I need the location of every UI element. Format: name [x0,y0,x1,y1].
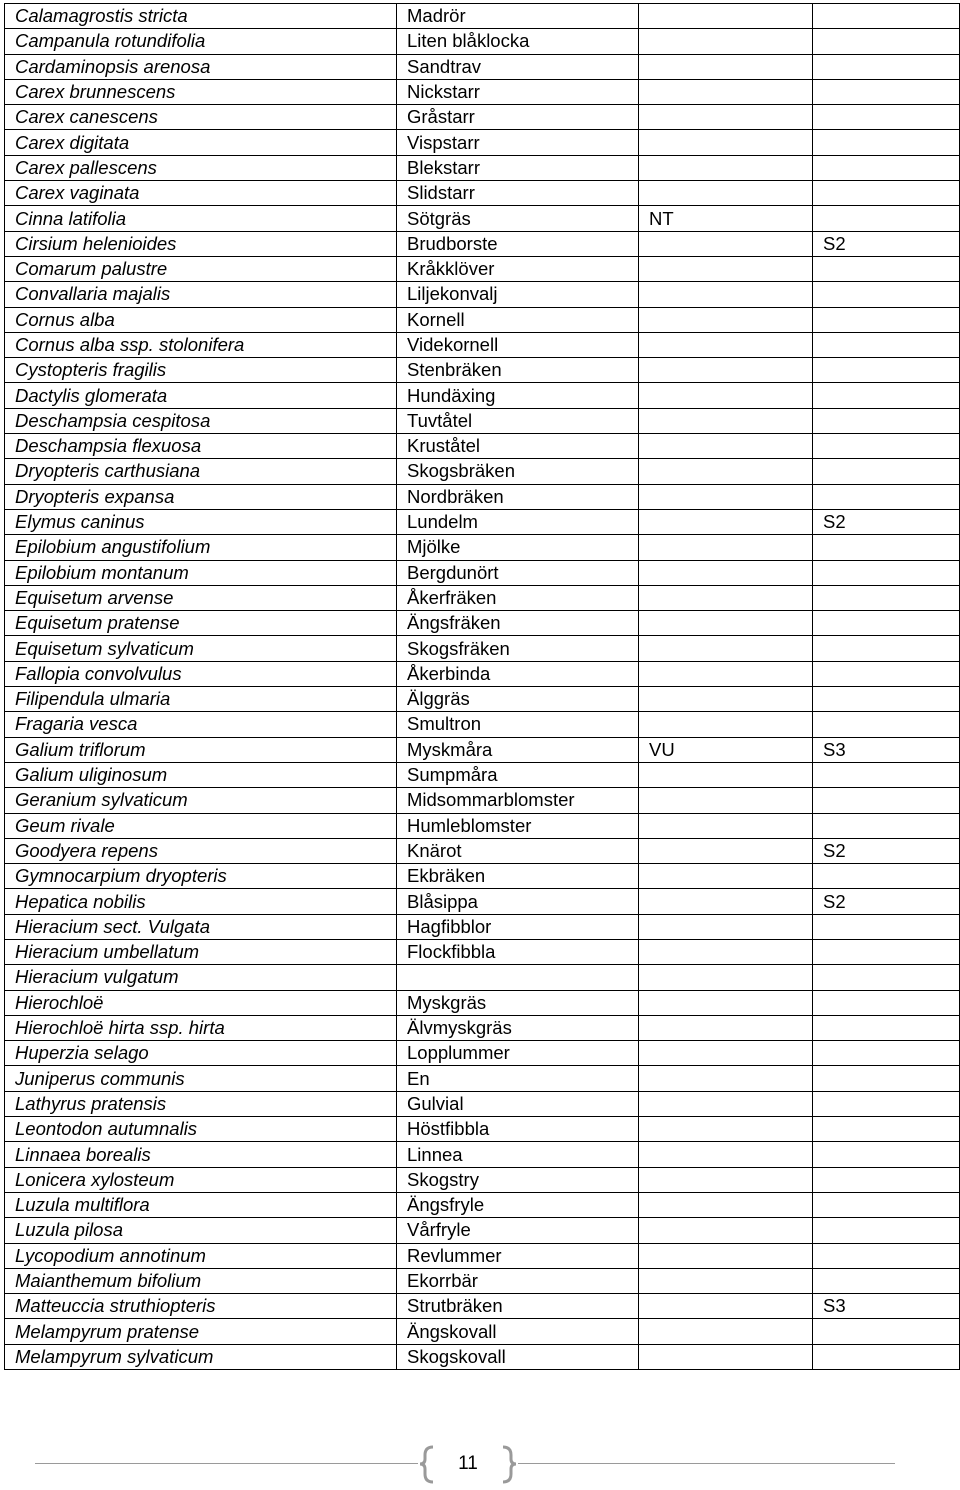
table-row [5,1066,960,1091]
common-name-cell: En [397,1066,639,1091]
table-row [5,838,960,863]
scientific-name-cell: Elymus caninus [5,509,397,534]
common-name-cell: Kornell [397,307,639,332]
table-row [5,535,960,560]
redlist-status-cell [639,282,813,307]
table-row [5,813,960,838]
redlist-status-cell [639,762,813,787]
page-footer [0,1440,960,1490]
common-name-cell: Lundelm [397,509,639,534]
redlist-status-cell [639,939,813,964]
table-row [5,712,960,737]
table-row [5,1218,960,1243]
redlist-status-cell [639,1091,813,1116]
redlist-status-cell [639,509,813,534]
redlist-status-cell [639,889,813,914]
redlist-status-cell [639,155,813,180]
signal-species-cell [813,1268,960,1293]
redlist-status-cell [639,990,813,1015]
redlist-status-cell [639,1192,813,1217]
common-name-cell: Sötgräs [397,206,639,231]
common-name-cell: Ängsfräken [397,611,639,636]
common-name-cell: Kråkklöver [397,256,639,281]
signal-species-cell [813,383,960,408]
table-row [5,1015,960,1040]
common-name-cell: Ekbräken [397,864,639,889]
common-name-cell: Kruståtel [397,434,639,459]
table-row [5,256,960,281]
signal-species-cell [813,256,960,281]
signal-species-cell [813,535,960,560]
table-row [5,79,960,104]
signal-species-cell [813,1192,960,1217]
redlist-status-cell [639,1066,813,1091]
signal-species-cell [813,4,960,29]
redlist-status-cell [639,358,813,383]
common-name-cell: Sandtrav [397,54,639,79]
table-row [5,1041,960,1066]
redlist-status-cell [639,636,813,661]
scientific-name-cell: Goodyera repens [5,838,397,863]
common-name-cell: Strutbräken [397,1294,639,1319]
signal-species-cell [813,434,960,459]
signal-species-cell [813,788,960,813]
redlist-status-cell [639,1319,813,1344]
scientific-name-cell: Equisetum sylvaticum [5,636,397,661]
table-row [5,1294,960,1319]
redlist-status-cell [639,611,813,636]
common-name-cell: Gulvial [397,1091,639,1116]
common-name-cell: Hundäxing [397,383,639,408]
redlist-status-cell [639,712,813,737]
redlist-status-cell [639,54,813,79]
signal-species-cell: S2 [813,889,960,914]
scientific-name-cell: Fragaria vesca [5,712,397,737]
table-row [5,965,960,990]
table-row [5,105,960,130]
redlist-status-cell [639,1117,813,1142]
table-row [5,231,960,256]
table-row [5,1192,960,1217]
common-name-cell [397,965,639,990]
redlist-status-cell [639,1294,813,1319]
scientific-name-cell: Deschampsia cespitosa [5,408,397,433]
common-name-cell: Nordbräken [397,484,639,509]
redlist-status-cell [639,29,813,54]
signal-species-cell [813,307,960,332]
scientific-name-cell: Calamagrostis stricta [5,4,397,29]
signal-species-cell [813,864,960,889]
table-row [5,661,960,686]
scientific-name-cell: Deschampsia flexuosa [5,434,397,459]
redlist-status-cell [639,79,813,104]
signal-species-cell [813,282,960,307]
table-row [5,1268,960,1293]
scientific-name-cell: Luzula multiflora [5,1192,397,1217]
scientific-name-cell: Dactylis glomerata [5,383,397,408]
table-row [5,4,960,29]
common-name-cell: Sumpmåra [397,762,639,787]
table-row [5,459,960,484]
table-row [5,307,960,332]
common-name-cell: Skogstry [397,1167,639,1192]
signal-species-cell [813,813,960,838]
redlist-status-cell [639,1142,813,1167]
redlist-status-cell [639,1041,813,1066]
redlist-status-cell [639,813,813,838]
scientific-name-cell: Geranium sylvaticum [5,788,397,813]
signal-species-cell [813,1319,960,1344]
table-row [5,864,960,889]
common-name-cell: Ekorrbär [397,1268,639,1293]
species-table [4,3,960,1370]
signal-species-cell [813,1066,960,1091]
redlist-status-cell [639,256,813,281]
signal-species-cell [813,560,960,585]
common-name-cell: Höstfibbla [397,1117,639,1142]
table-row [5,29,960,54]
common-name-cell: Stenbräken [397,358,639,383]
table-row [5,383,960,408]
signal-species-cell [813,1117,960,1142]
scientific-name-cell: Carex brunnescens [5,79,397,104]
scientific-name-cell: Cinna latifolia [5,206,397,231]
common-name-cell: Linnea [397,1142,639,1167]
common-name-cell: Brudborste [397,231,639,256]
common-name-cell: Smultron [397,712,639,737]
redlist-status-cell [639,484,813,509]
scientific-name-cell: Melampyrum sylvaticum [5,1344,397,1369]
scientific-name-cell: Fallopia convolvulus [5,661,397,686]
common-name-cell: Hagfibblor [397,914,639,939]
redlist-status-cell [639,1268,813,1293]
common-name-cell: Bergdunört [397,560,639,585]
scientific-name-cell: Carex canescens [5,105,397,130]
table-row [5,332,960,357]
common-name-cell: Mjölke [397,535,639,560]
common-name-cell: Åkerfräken [397,585,639,610]
scientific-name-cell: Cystopteris fragilis [5,358,397,383]
signal-species-cell: S2 [813,838,960,863]
table-row [5,687,960,712]
redlist-status-cell [639,4,813,29]
table-row [5,762,960,787]
scientific-name-cell: Carex digitata [5,130,397,155]
redlist-status-cell [639,788,813,813]
redlist-status-cell [639,105,813,130]
scientific-name-cell: Comarum palustre [5,256,397,281]
signal-species-cell: S2 [813,231,960,256]
common-name-cell: Slidstarr [397,181,639,206]
signal-species-cell: S2 [813,509,960,534]
scientific-name-cell: Hierochloë [5,990,397,1015]
scientific-name-cell: Leontodon autumnalis [5,1117,397,1142]
common-name-cell: Vispstarr [397,130,639,155]
table-row [5,181,960,206]
signal-species-cell [813,130,960,155]
scientific-name-cell: Linnaea borealis [5,1142,397,1167]
table-row [5,990,960,1015]
common-name-cell: Älvmyskgräs [397,1015,639,1040]
common-name-cell: Älggräs [397,687,639,712]
signal-species-cell [813,1015,960,1040]
scientific-name-cell: Convallaria majalis [5,282,397,307]
table-row [5,509,960,534]
redlist-status-cell [639,332,813,357]
redlist-status-cell [639,1344,813,1369]
table-row [5,155,960,180]
scientific-name-cell: Hieracium umbellatum [5,939,397,964]
signal-species-cell [813,1243,960,1268]
scientific-name-cell: Filipendula ulmaria [5,687,397,712]
redlist-status-cell [639,1167,813,1192]
scientific-name-cell: Epilobium montanum [5,560,397,585]
redlist-status-cell [639,661,813,686]
scientific-name-cell: Lonicera xylosteum [5,1167,397,1192]
signal-species-cell [813,1167,960,1192]
common-name-cell: Nickstarr [397,79,639,104]
signal-species-cell: S3 [813,1294,960,1319]
table-row [5,1091,960,1116]
common-name-cell: Ängskovall [397,1319,639,1344]
common-name-cell: Midsommarblomster [397,788,639,813]
table-row [5,1243,960,1268]
table-row [5,1167,960,1192]
common-name-cell: Lopplummer [397,1041,639,1066]
scientific-name-cell: Galium uliginosum [5,762,397,787]
scientific-name-cell: Hepatica nobilis [5,889,397,914]
table-row [5,737,960,762]
common-name-cell: Åkerbinda [397,661,639,686]
page-number: 11 [458,1453,478,1474]
table-row [5,585,960,610]
common-name-cell: Tuvtåtel [397,408,639,433]
signal-species-cell [813,1344,960,1369]
table-row [5,914,960,939]
redlist-status-cell [639,585,813,610]
scientific-name-cell: Galium triflorum [5,737,397,762]
signal-species-cell [813,1091,960,1116]
signal-species-cell [813,611,960,636]
scientific-name-cell: Epilobium angustifolium [5,535,397,560]
common-name-cell: Myskgräs [397,990,639,1015]
table-row [5,1117,960,1142]
scientific-name-cell: Cirsium helenioides [5,231,397,256]
redlist-status-cell [639,434,813,459]
signal-species-cell [813,762,960,787]
common-name-cell: Revlummer [397,1243,639,1268]
scientific-name-cell: Dryopteris expansa [5,484,397,509]
signal-species-cell [813,990,960,1015]
signal-species-cell [813,939,960,964]
signal-species-cell [813,332,960,357]
redlist-status-cell [639,838,813,863]
footer-rule-right [518,1463,895,1464]
signal-species-cell [813,29,960,54]
redlist-status-cell [639,459,813,484]
common-name-cell: Skogsbräken [397,459,639,484]
scientific-name-cell: Luzula pilosa [5,1218,397,1243]
scientific-name-cell: Geum rivale [5,813,397,838]
signal-species-cell [813,206,960,231]
redlist-status-cell [639,1218,813,1243]
table-row [5,788,960,813]
signal-species-cell [813,155,960,180]
redlist-status-cell [639,687,813,712]
table-row [5,54,960,79]
scientific-name-cell: Juniperus communis [5,1066,397,1091]
scientific-name-cell: Dryopteris carthusiana [5,459,397,484]
table-row [5,1344,960,1369]
signal-species-cell [813,661,960,686]
common-name-cell: Vårfryle [397,1218,639,1243]
table-row [5,636,960,661]
redlist-status-cell [639,965,813,990]
scientific-name-cell: Equisetum arvense [5,585,397,610]
scientific-name-cell: Hieracium sect. Vulgata [5,914,397,939]
signal-species-cell [813,484,960,509]
redlist-status-cell [639,1243,813,1268]
common-name-cell: Skogskovall [397,1344,639,1369]
common-name-cell: Blåsippa [397,889,639,914]
scientific-name-cell: Carex vaginata [5,181,397,206]
common-name-cell: Knärot [397,838,639,863]
scientific-name-cell: Hieracium vulgatum [5,965,397,990]
table-row [5,358,960,383]
scientific-name-cell: Huperzia selago [5,1041,397,1066]
common-name-cell: Myskmåra [397,737,639,762]
redlist-status-cell [639,408,813,433]
scientific-name-cell: Hierochloë hirta ssp. hirta [5,1015,397,1040]
redlist-status-cell: NT [639,206,813,231]
scientific-name-cell: Cornus alba ssp. stolonifera [5,332,397,357]
scientific-name-cell: Melampyrum pratense [5,1319,397,1344]
signal-species-cell [813,1218,960,1243]
table-row [5,560,960,585]
signal-species-cell [813,585,960,610]
table-row [5,282,960,307]
scientific-name-cell: Matteuccia struthiopteris [5,1294,397,1319]
signal-species-cell [813,636,960,661]
redlist-status-cell [639,1015,813,1040]
signal-species-cell [813,54,960,79]
table-row [5,1142,960,1167]
signal-species-cell [813,914,960,939]
signal-species-cell [813,181,960,206]
redlist-status-cell [639,914,813,939]
redlist-status-cell [639,307,813,332]
signal-species-cell [813,105,960,130]
signal-species-cell: S3 [813,737,960,762]
redlist-status-cell [639,181,813,206]
scientific-name-cell: Carex pallescens [5,155,397,180]
signal-species-cell [813,459,960,484]
redlist-status-cell: VU [639,737,813,762]
scientific-name-cell: Cornus alba [5,307,397,332]
table-row [5,434,960,459]
signal-species-cell [813,965,960,990]
redlist-status-cell [639,231,813,256]
species-table-body [5,4,960,1370]
common-name-cell: Skogsfräken [397,636,639,661]
table-row [5,611,960,636]
scientific-name-cell: Cardaminopsis arenosa [5,54,397,79]
scientific-name-cell: Lathyrus pratensis [5,1091,397,1116]
signal-species-cell [813,358,960,383]
scientific-name-cell: Equisetum pratense [5,611,397,636]
redlist-status-cell [639,130,813,155]
table-row [5,130,960,155]
scientific-name-cell: Gymnocarpium dryopteris [5,864,397,889]
signal-species-cell [813,79,960,104]
signal-species-cell [813,687,960,712]
table-row [5,939,960,964]
redlist-status-cell [639,864,813,889]
common-name-cell: Liljekonvalj [397,282,639,307]
redlist-status-cell [639,560,813,585]
signal-species-cell [813,1041,960,1066]
common-name-cell: Gråstarr [397,105,639,130]
scientific-name-cell: Lycopodium annotinum [5,1243,397,1268]
table-row [5,408,960,433]
common-name-cell: Ängsfryle [397,1192,639,1217]
signal-species-cell [813,1142,960,1167]
common-name-cell: Flockfibbla [397,939,639,964]
redlist-status-cell [639,535,813,560]
table-row [5,484,960,509]
scientific-name-cell: Campanula rotundifolia [5,29,397,54]
common-name-cell: Madrör [397,4,639,29]
common-name-cell: Humleblomster [397,813,639,838]
table-row [5,206,960,231]
redlist-status-cell [639,383,813,408]
signal-species-cell [813,712,960,737]
table-row [5,1319,960,1344]
table-row [5,889,960,914]
common-name-cell: Videkornell [397,332,639,357]
common-name-cell: Blekstarr [397,155,639,180]
common-name-cell: Liten blåklocka [397,29,639,54]
signal-species-cell [813,408,960,433]
scientific-name-cell: Maianthemum bifolium [5,1268,397,1293]
